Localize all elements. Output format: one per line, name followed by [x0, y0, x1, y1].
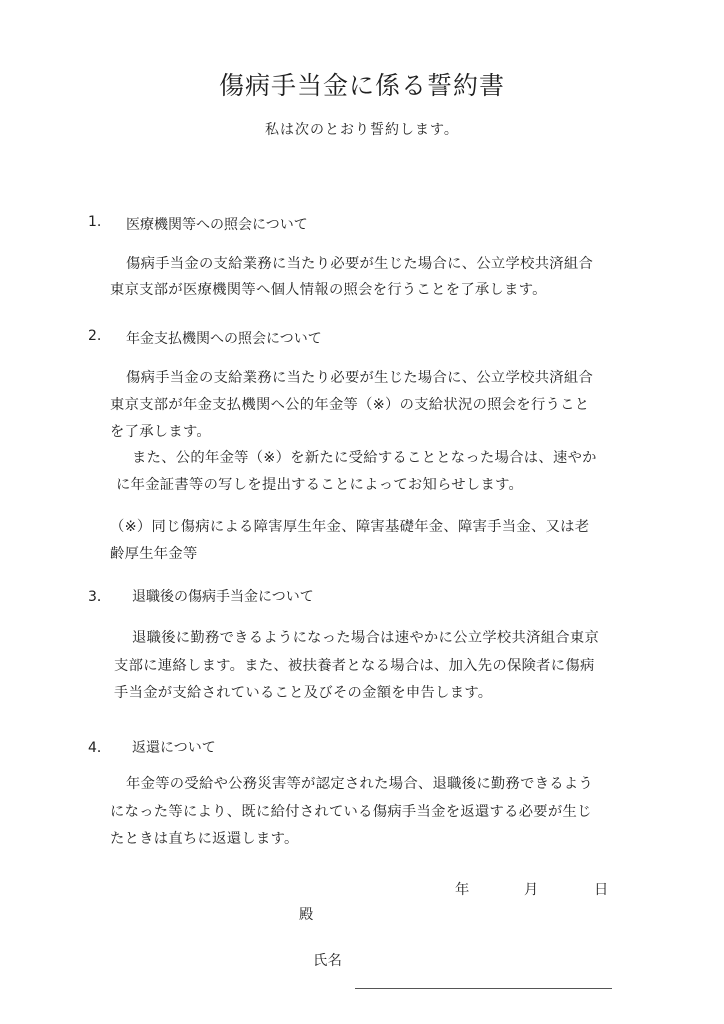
document-title: 傷病手当金に係る誓約書: [218, 71, 505, 100]
name-signature-line[interactable]: [355, 988, 612, 989]
date-month-label: 月: [524, 882, 539, 898]
section-text-line: 支部に連絡します。また、被扶養者となる場合は、加入先の保険者に傷病: [114, 658, 595, 674]
section-text-line: 東京支部が年金支払機関へ公的年金等（※）の支給状況の照会を行うこと: [110, 397, 590, 413]
section-number: 1.: [88, 214, 102, 230]
section-text-line: 手当金が支給されていること及びその金額を申告します。: [114, 685, 493, 701]
date-day-label: 日: [594, 882, 609, 898]
section-number: 4．: [88, 740, 111, 756]
section-text-line: 年金等の受給や公務災害等が認定された場合、退職後に勤務できるよう: [126, 776, 594, 792]
section-number: 2.: [88, 328, 102, 344]
addressee-suffix: 殿: [299, 907, 314, 923]
section-heading: 医療機関等への照会について: [126, 217, 308, 233]
section-text-line: たときは直ちに返還します。: [110, 831, 299, 847]
section-text-line: また、公的年金等（※）を新たに受給することとなった場合は、速やか: [132, 450, 597, 466]
section-text-line: に年金証書等の写しを提出することによってお知らせします。: [116, 477, 524, 493]
section-text-line: 東京支部が医療機関等へ個人情報の照会を行うことを了承します。: [110, 282, 547, 298]
section-text-line: になった等により、既に給付されている傷病手当金を返還する必要が生じ: [110, 804, 592, 820]
section-text-line: 傷病手当金の支給業務に当たり必要が生じた場合に、公立学校共済組合: [126, 370, 594, 386]
section-text-line: を了承します。: [110, 424, 212, 440]
section-text-line: 退職後に勤務できるようになった場合は速やかに公立学校共済組合東京: [132, 630, 600, 646]
date-year-label: 年: [455, 882, 470, 898]
document-subtitle: 私は次のとおり誓約します。: [265, 122, 459, 138]
section-text-line: 傷病手当金の支給業務に当たり必要が生じた場合に、公立学校共済組合: [126, 256, 594, 272]
footnote-line: （※）同じ傷病による障害厚生年金、障害基礎年金、障害手当金、又は老: [110, 519, 590, 535]
section-heading: 返還について: [132, 740, 216, 756]
footnote-line: 齢厚生年金等: [110, 546, 198, 562]
section-heading: 年金支払機関への照会について: [126, 331, 322, 347]
section-heading: 退職後の傷病手当金について: [132, 589, 314, 605]
name-label: 氏名: [313, 953, 343, 969]
section-number: 3．: [88, 589, 111, 605]
